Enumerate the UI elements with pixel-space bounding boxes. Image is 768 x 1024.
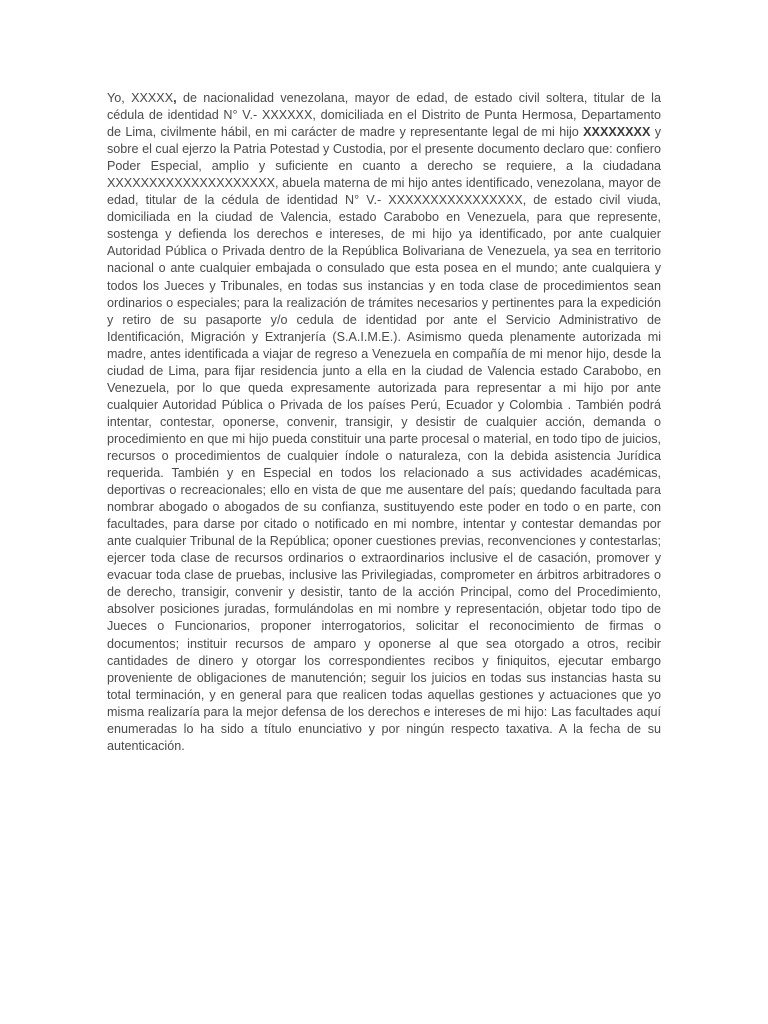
paragraph-text-part-2: de nacionalidad venezolana, mayor de edad, de estado civil soltera, titular de la cédula de identidad N° V.- XXXXXX, domiciliada en el Distrito de Punta Hermosa, Departamento de Lima, civilmente hábil, en mi carácter de madre y representante legal de mi hijo bbox=[107, 91, 661, 140]
bold-comma: , bbox=[173, 91, 177, 105]
power-of-attorney-paragraph bbox=[107, 90, 661, 755]
paragraph-opening-text: Yo, XXXXX bbox=[107, 91, 174, 105]
child-name-redacted: XXXXXXXX bbox=[583, 125, 651, 140]
paragraph-text-part-3: y sobre el cual ejerzo la Patria Potestad y Custodia, por el presente documento declaro que: confiero Poder Especial, amplio y suficiente en cuanto a derecho se requiere, a la ciudadana XXXXXXXXXXXXXXXXXXXX, abuela materna de mi hijo antes identificado, venezolana, mayor de edad, titular de la cédula de identidad N° V.- XXXXXXXXXXXXXXXX, de estado civil viuda, domiciliada en la ciudad de Valencia, estado Carabobo en Venezuela, para que represente, sostenga y defienda los derechos e intereses, de mi hijo ya identificado, por ante cualquier Autoridad Pública o Privada dentro de la República Bolivariana de Venezuela, ya sea en territorio nacional o ante cualquier embajada o consulado que esta posea en el mundo; ante cualquiera y todos los Jueces y Tribunales, en todas sus instancias y en toda clase de procedimientos sean ordinarios o especiales; para la realización de trámites necesarios y pertinentes para la expedición y retiro de su pasaporte y/o cedula de identidad por ante el Servicio Administrativo de Identificación, Migración y Extranjería (S.A.I.M.E.). Asimismo queda plenamente autorizada mi madre, antes identificada a viajar de regreso a Venezuela en compañía de mi menor hijo, desde la ciudad de Lima, para fijar residencia junto a ella en la ciudad de Valencia estado Carabobo, en Venezuela, por lo que queda expresamente autorizada para representar a mi hijo por ante cualquier Autoridad Pública o Privada de los países Perú, Ecuador y Colombia . También podrá intentar, contestar, oponerse, convenir, transigir, y desistir de cualquier acción, demanda o procedimiento en que mi hijo pueda constituir una parte procesal o material, en todo tipo de juicios, recursos o procedimientos de cualquier índole o naturaleza, con la debida asistencia Jurídica requerida. También y en Especial en todos los relacionado a sus actividades académicas, deportivas o recreacionales; ello en vista de que me ausentare del país; quedando facultada para nombrar abogado o abogados de su confianza, sustituyendo este poder en todo o en parte, con facultades, para darse por citado o notificado en mi nombre, intentar y contestar demandas por ante cualquier Tribunal de la República; oponer cuestiones previas, reconvenciones y contestarlas; ejercer toda clase de recursos ordinarios o extraordinarios inclusive el de casación, promover y evacuar toda clase de pruebas, inclusive las Privilegiadas, comprometer en árbitros arbitradores o de derecho, transigir, convenir y desistir, tanto de la acción Principal, como del Procedimiento, absolver posiciones juradas, formulándolas en mi nombre y representación, objetar todo tipo de Jueces o Funcionarios, proponer interrogatorios, solicitar el reconocimiento de firmas o documentos; instituir recursos de amparo y oponerse al que sea otorgado a otros, recibir cantidades de dinero y otorgar los correspondientes recibos y finiquitos, ejecutar embargo proveniente de obligaciones de manutención; seguir los juicios en todas sus instancias hasta su total terminación, y en general para que realicen todas aquellas gestiones y actuaciones que yo misma realizaría para la mejor defensa de los derechos e intereses de mi hijo: Las facultades aquí enumeradas lo ha sido a título enunciativo y por ningún respecto taxativa. A la fecha de su autenticación. bbox=[107, 125, 662, 753]
